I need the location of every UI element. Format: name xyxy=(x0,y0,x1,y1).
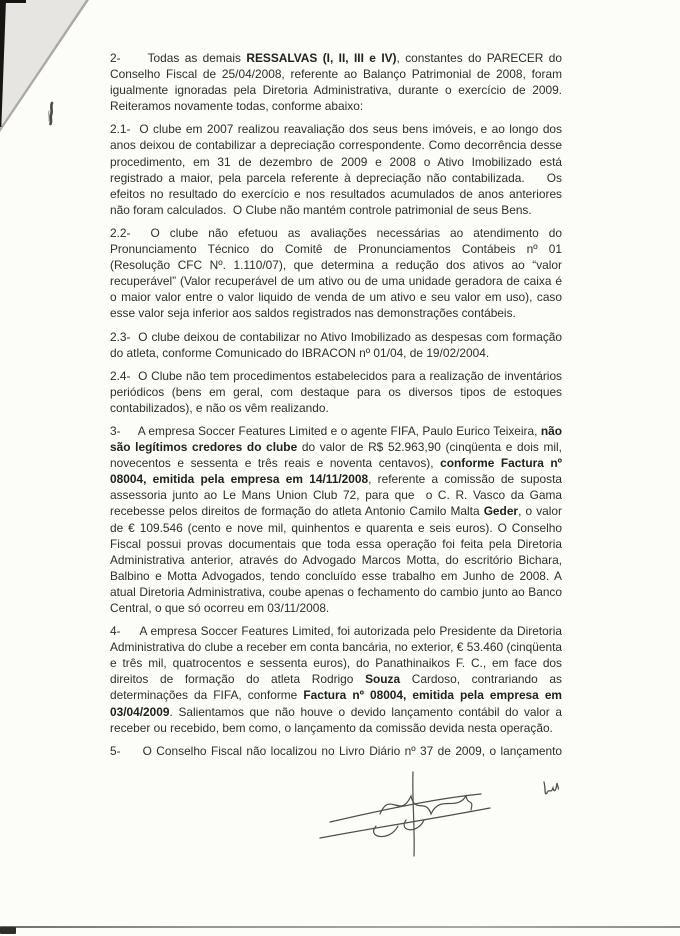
signature-scribble xyxy=(318,768,503,868)
document-body-text xyxy=(110,50,562,766)
paragraph-2-4: 2.4- O Clube não tem procedimentos estabelecidos para a realização de inventários periódicos (bens em geral, com destaque para os diversos tipos de estoques contabilizados), e não os vêm realizando. xyxy=(110,368,562,415)
paragraph-2-1: 2.1- O clube em 2007 realizou reavaliação dos seus bens imóveis, e ao longo dos anos deixou de contabilizar a depreciação correspondente. Como decorrência desse procedimento, em 31 de dezembro de 2009 e 2008 o Ativo Imobilizado está registrado a maior, pela parcela referente à depreciação não contabilizada. Os efeitos no resultado do exercício e nos resultados acumulados de anos anteriores não foram calculados. O Clube não mantém controle patrimonial de seus Bens. xyxy=(110,122,562,217)
paragraph-2-3: 2.3- O clube deixou de contabilizar no Ativo Imobilizado as despesas com formação do atleta, conforme Comunicado do IBRACON nº 01/04, de 19/02/2004. xyxy=(110,329,562,360)
paragraph-5: 5- O Conselho Fiscal não localizou no Livro Diário nº 37 de 2009, o lançamento xyxy=(110,743,562,758)
paragraph-4: 4- A empresa Soccer Features Limited, foi autorizada pelo Presidente da Diretoria Administrativa do clube a receber em conta bancária, no exterior, € 53.460 (cinqüenta e três mil, quatrocentos e sessenta euros), do Panathinaikos F. C., em face dos direitos de formação do atleta Rodrigo Souza Cardoso, contrariando as determinações da FIFA, conforme Factura nº 08004, emitida pela empresa em 03/04/2009. Salientamos que não houve o devido lançamento contábil do valor a receber ou recebido, bem como, o lançamento da comissão devida nesta operação. xyxy=(110,624,563,735)
scan-edge-top xyxy=(0,0,26,3)
ink-blot-mark xyxy=(44,101,58,132)
scan-bottom-corner-mark xyxy=(0,927,16,934)
paragraph-2-2: 2.2- O clube não efetuou as avaliações necessárias ao atendimento do Pronunciamento Técnico do Comitê de Pronunciamentos Contábeis nº 01 (Resolução CFC Nº. 1.110/07), que determina a redução dos ativos ao “valor recuperável” (Valor recuperável de um ativo ou de uma unidade geradora de caixa é o maior valor entre o valor liquido de venda de um ativo e seu valor em uso), caso esse valor seja inferior aos saldos registrados nas demonstrações contábeis. xyxy=(110,225,562,321)
paragraph-2: 2- Todas as demais RESSALVAS (I, II, III e IV), constantes do PARECER do Conselho Fiscal de 25/04/2008, referente ao Balanço Patrimonial de 2008, foram igualmente ignoradas pela Diretoria Administrativa, durante o exercício de 2009. Reiteramos novamente todas, conforme abaixo: xyxy=(110,51,562,114)
scan-bottom-edge-line xyxy=(0,926,680,928)
initials-mark xyxy=(540,779,562,808)
page-corner-fold xyxy=(0,0,86,128)
paragraph-3: 3- A empresa Soccer Features Limited e o agente FIFA, Paulo Eurico Teixeira, não são legítimos credores do clube do valor de R$ 52.963,90 (cinqüenta e dois mil, novecentos e sessenta e três reais e noventa centavos), conforme Factura nº 08004, emitida pela empresa em 14/11/2008, referente a comissão de suposta assessoria junto ao Le Mans Union Club 72, para que o C. R. Vasco da Gama recebesse pelos direitos de formação do atleta Antonio Camilo Malta Geder, o valor de € 109.546 (cento e nove mil, quinhentos e quarenta e seis euros). O Conselho Fiscal possui provas documentais que toda essa operação foi feita pela Diretoria Administrativa anterior, através do Advogado Marcos Motta, do escritório Bichara, Balbino e Motta Advogados, tendo concluído esse trabalho em Junho de 2008. A atual Diretoria Administrativa, coube apenas o fechamento do cambio junto ao Banco Central, o que só ocorreu em 03/11/2008. xyxy=(110,423,563,615)
